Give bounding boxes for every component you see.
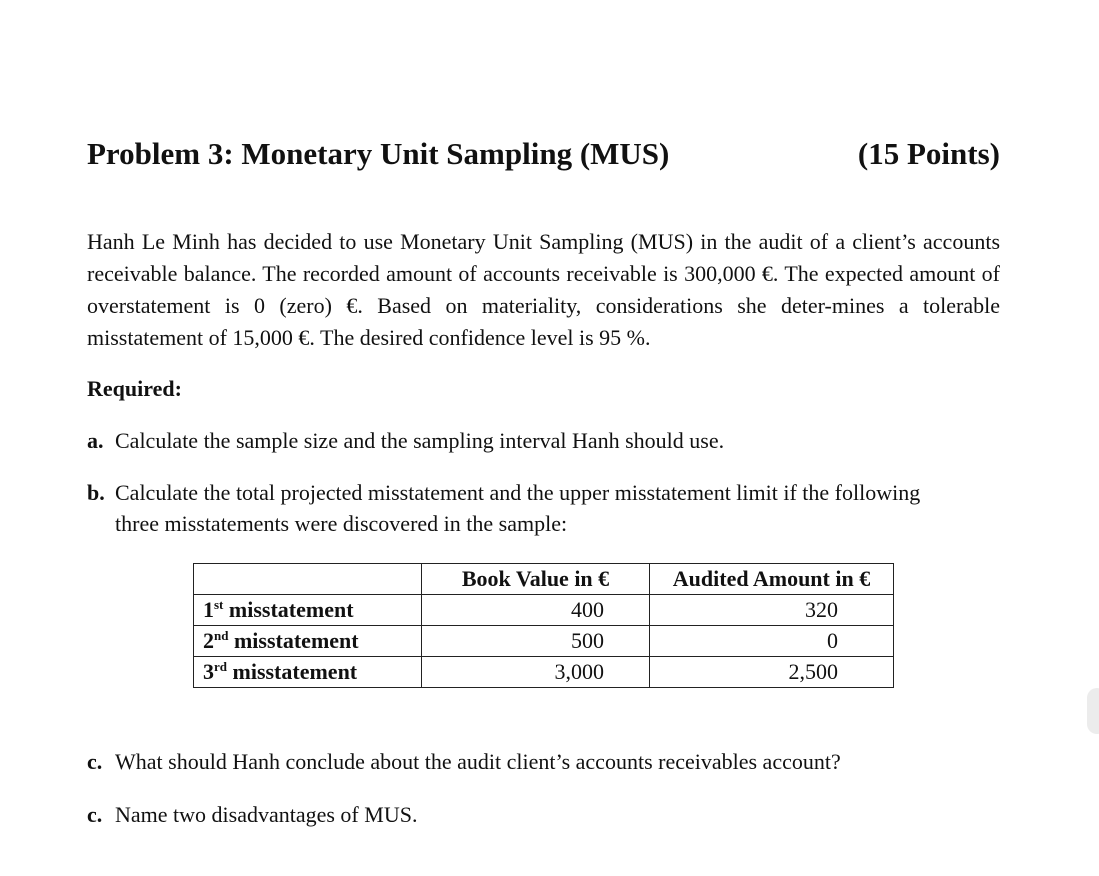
required-heading: Required: bbox=[87, 376, 182, 401]
question-c-conclusion bbox=[87, 746, 1000, 777]
row-audited-amount: 0 bbox=[650, 626, 894, 657]
row-label: 1st misstatement bbox=[194, 595, 422, 626]
page-edge-shadow bbox=[1087, 688, 1099, 734]
question-a-letter: a. bbox=[87, 428, 104, 453]
table-row bbox=[194, 657, 894, 688]
question-c-letter: c. bbox=[87, 749, 103, 774]
question-b bbox=[87, 477, 1000, 539]
problem-description: Hanh Le Minh has decided to use Monetary Unit Sampling (MUS) in the audit of a client’s accounts receivable balance. The recorded amount of accounts receivable is 300,000 €. The expected amount of overstatement is 0 (zero) €. Based on materiality, considerations she deter-mines a tolerable misstatement of 15,000 €. The desired confidence level is 95 %. bbox=[87, 229, 1000, 350]
row-book-value: 500 bbox=[422, 626, 650, 657]
table-row bbox=[194, 595, 894, 626]
problem-points: (15 Points) bbox=[857, 136, 1000, 171]
question-c-text: Name two disadvantages of MUS. bbox=[115, 802, 418, 827]
table-header-book-value: Book Value in € bbox=[422, 564, 650, 595]
row-audited-amount: 320 bbox=[650, 595, 894, 626]
row-book-value: 400 bbox=[422, 595, 650, 626]
misstatements-table bbox=[193, 563, 894, 688]
table-row bbox=[194, 626, 894, 657]
row-audited-amount: 2,500 bbox=[650, 657, 894, 688]
problem-header bbox=[87, 136, 1000, 180]
question-c-letter: c. bbox=[87, 802, 103, 827]
problem-title: Problem 3: Monetary Unit Sampling (MUS) bbox=[87, 136, 670, 171]
question-c-disadvantages bbox=[87, 799, 1000, 830]
row-label: 2nd misstatement bbox=[194, 626, 422, 657]
question-b-text-line2: three misstatements were discovered in the sample: bbox=[115, 511, 568, 536]
table-header-row bbox=[194, 564, 894, 595]
row-label: 3rd misstatement bbox=[194, 657, 422, 688]
question-a-text: Calculate the sample size and the sampling interval Hanh should use. bbox=[115, 428, 725, 453]
question-c-text: What should Hanh conclude about the audit client’s accounts receivables account? bbox=[115, 749, 841, 774]
table-header-corner bbox=[194, 564, 422, 595]
row-book-value: 3,000 bbox=[422, 657, 650, 688]
question-a bbox=[87, 425, 1000, 456]
question-b-letter: b. bbox=[87, 480, 105, 505]
question-b-text-line1: Calculate the total projected misstatement and the upper misstatement limit if the following bbox=[115, 480, 921, 505]
table-header-audited-amount: Audited Amount in € bbox=[650, 564, 894, 595]
